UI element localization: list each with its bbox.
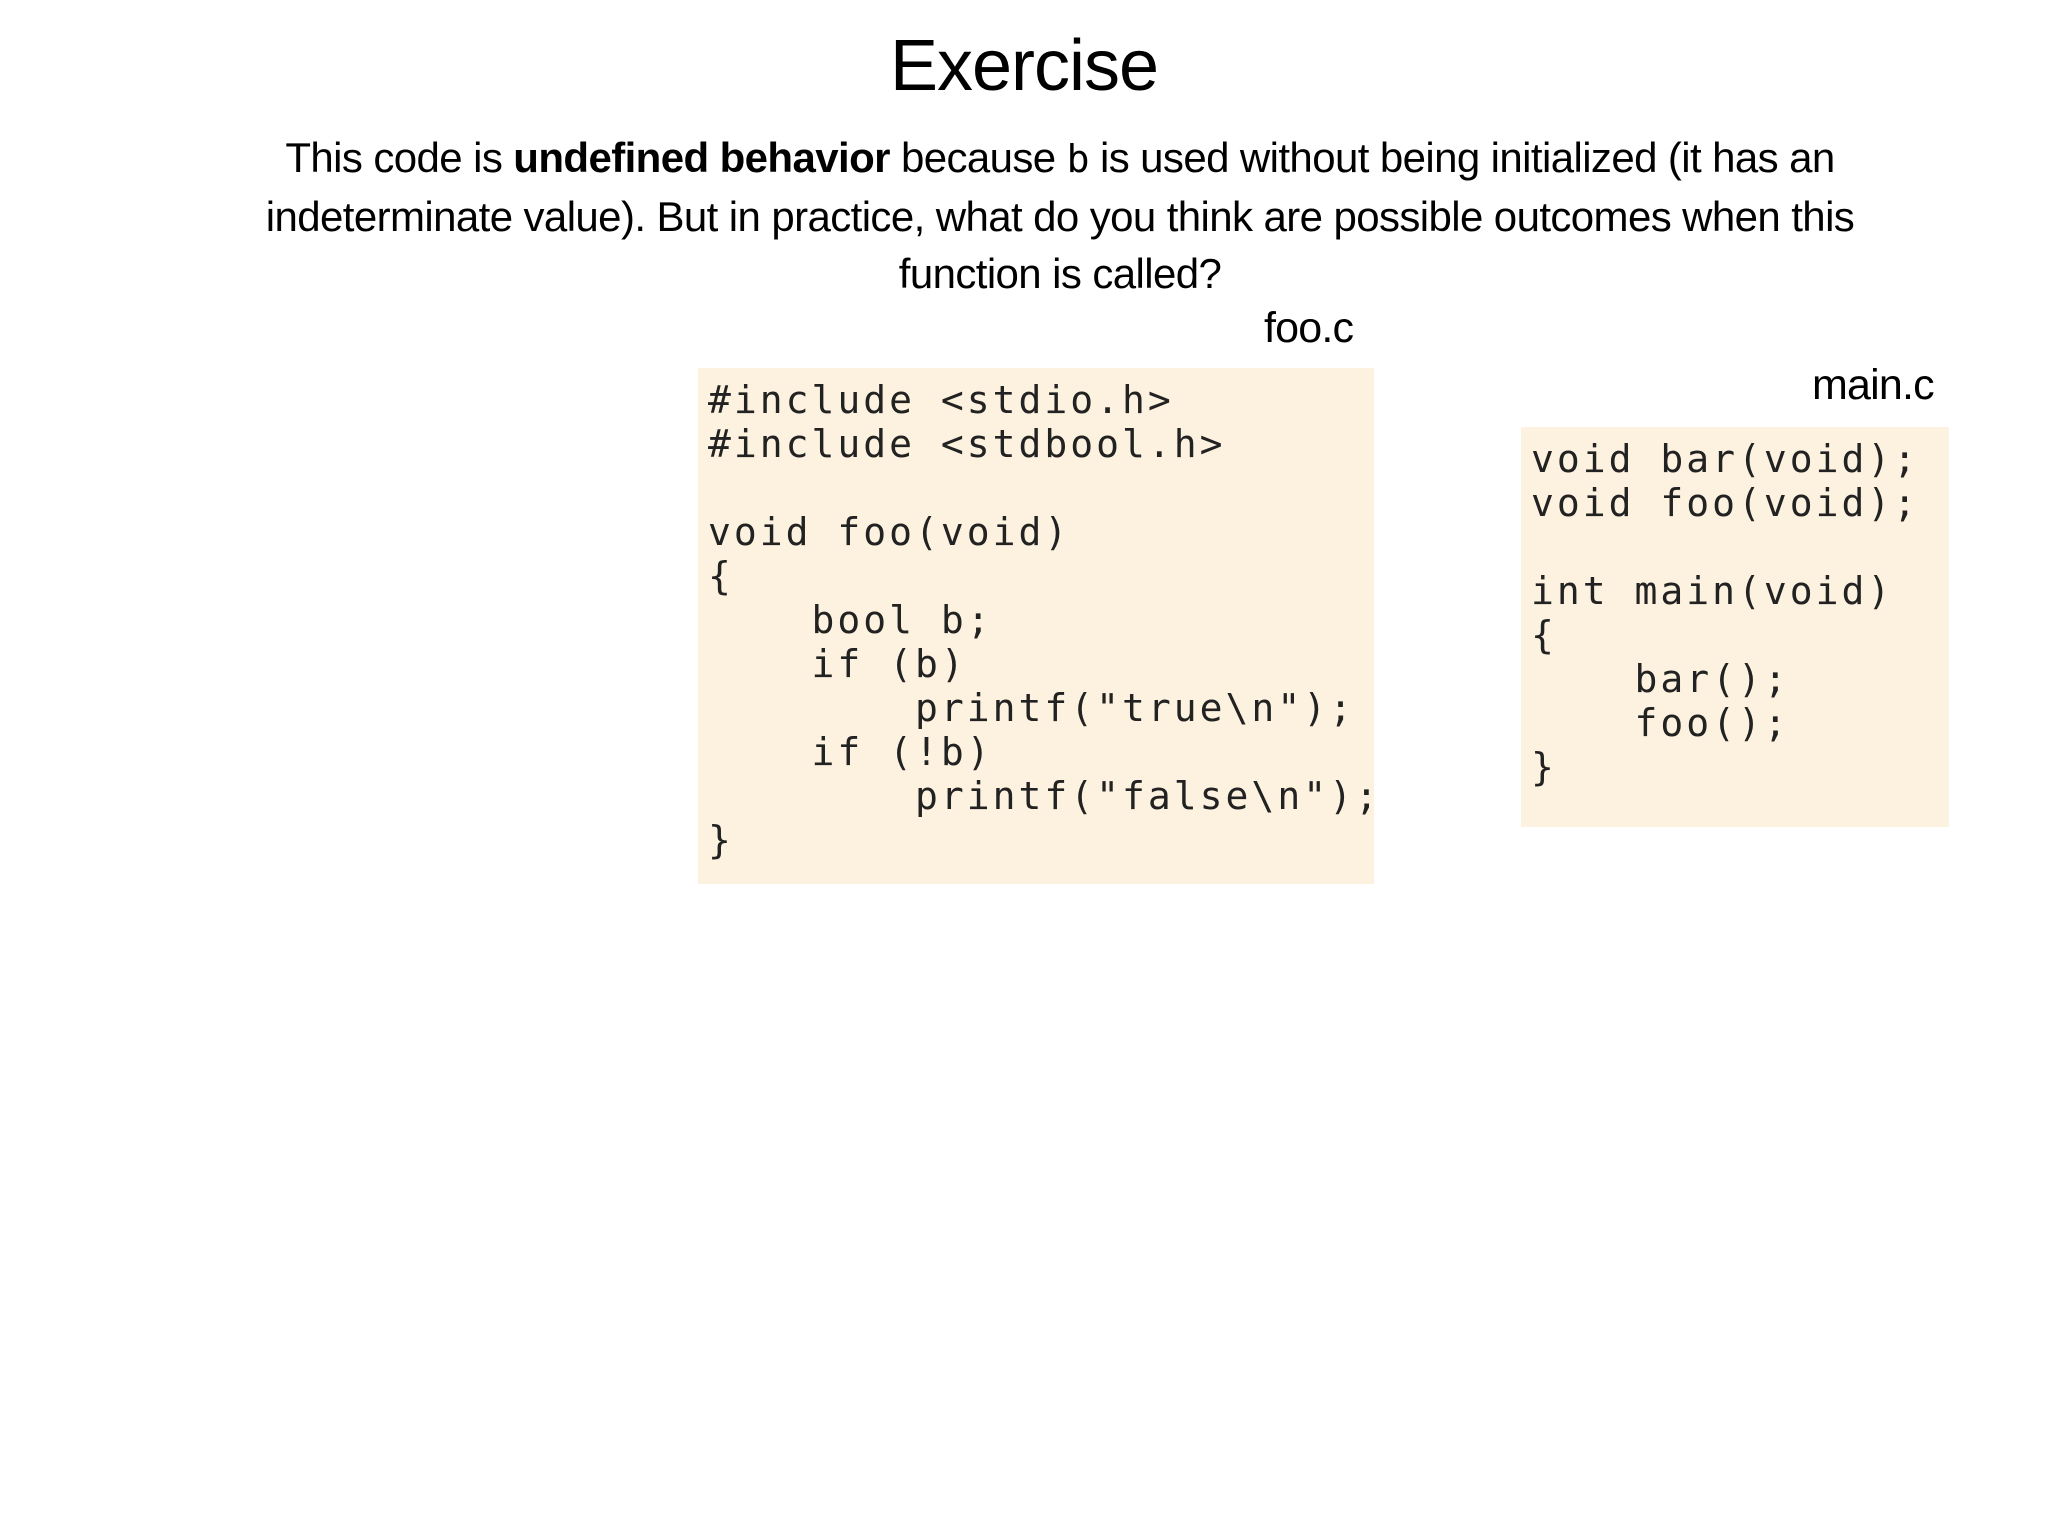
foo-code: #include <stdio.h> #include <stdbool.h> void foo(void) { bool b; if (b) printf("true\n"); if (!b) printf("false\n"); } (708, 378, 1381, 862)
foo-code-block (698, 368, 1381, 884)
slide-title: Exercise (889, 26, 1159, 106)
main-file-label: main.c (1812, 361, 1934, 409)
main-code-block (1521, 427, 1949, 827)
main-code: void bar(void); void foo(void); int main(void) { bar(); foo(); } (1531, 437, 1920, 789)
intro-paragraph (190, 129, 1930, 302)
intro-text-2: because (889, 134, 1067, 181)
intro-text-3: is used without being initialized (it has an indeterminate value). But in practice, what do you think are possible outcomes when this function is called? (265, 134, 1855, 297)
intro-emphasis: undefined behavior (513, 134, 890, 181)
intro-code-variable: b (1066, 137, 1089, 181)
intro-text-1: This code is (285, 134, 514, 181)
foo-file-label: foo.c (1264, 304, 1354, 352)
